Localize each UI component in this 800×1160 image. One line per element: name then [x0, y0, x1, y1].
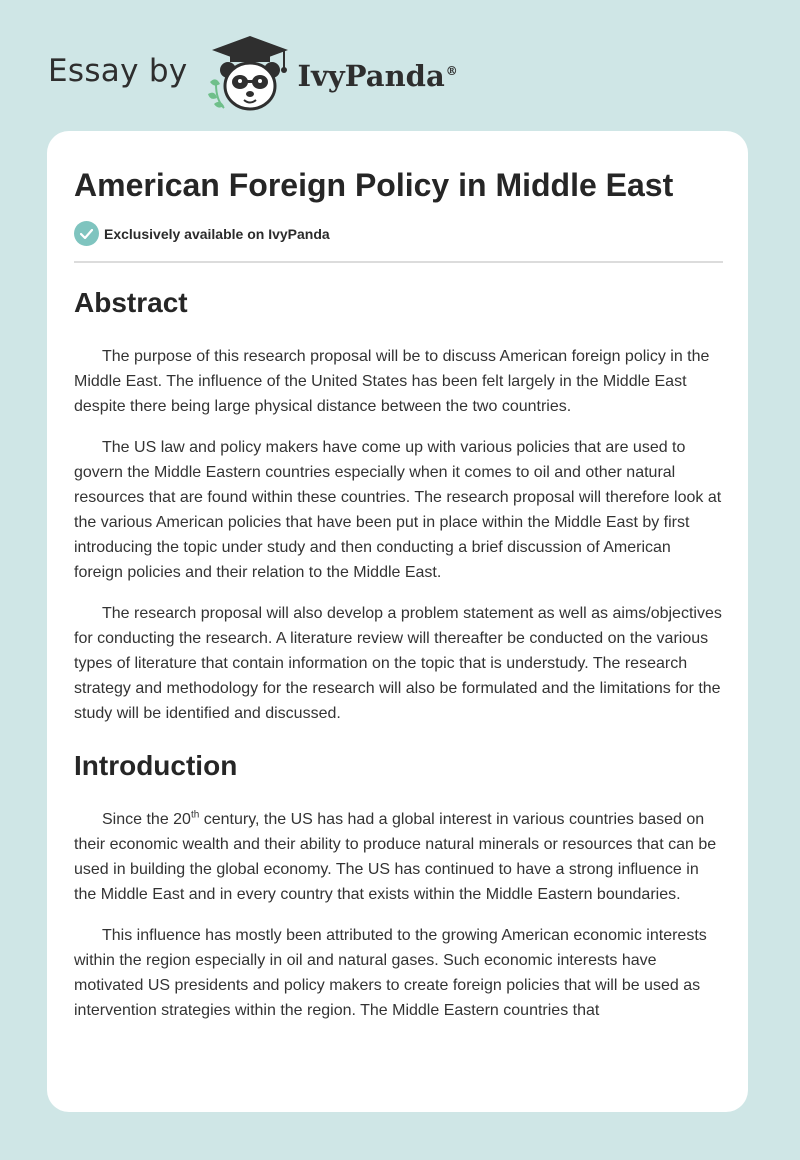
section-heading-abstract: Abstract: [74, 287, 188, 318]
badge-label: Exclusively available on IvyPanda: [104, 225, 330, 242]
abstract-paragraph: The US law and policy makers have come up with various policies that are used to govern the Middle Eastern countries especially when it comes to oil and other natural resources that are found within these countries. The research proposal will therefore look at the various American policies that have been put in place within the Middle East by first introducing the topic under study and then conducting a brief discussion of American foreign policies and their relation to the Middle East.: [74, 439, 722, 581]
registered-mark: ®: [445, 64, 458, 79]
essay-body: [74, 279, 724, 1039]
abstract-paragraph: The purpose of this research proposal will be to discuss American foreign policy in the Middle East. The influence of the United States has been felt largely in the Middle East despite there being large physical distance between the two countries.: [74, 348, 710, 415]
exclusive-badge: [74, 221, 330, 246]
page-title: American Foreign Policy in Middle East: [74, 167, 674, 203]
section-heading-introduction: Introduction: [74, 750, 238, 781]
brand-header[interactable]: [48, 34, 458, 114]
introduction-paragraph: Since the 20th century, the US has had a global interest in various countries based on their economic wealth and their ability to produce natural minerals or resources that can be used in building the global economy. The US has continued to have a strong influence in the Middle East and in every country that exists within the Middle Eastern boundaries.: [74, 809, 717, 903]
panda-graduate-icon: [202, 34, 294, 114]
introduction-paragraph: This influence has mostly been attributed to the growing American economic interests within the region especially in oil and natural gases. Such economic interests have motivated US presidents and policy makers to create foreign policies that will be used as intervention strategies within the region. The Middle Eastern countries that: [74, 927, 707, 1019]
divider: [74, 261, 723, 263]
check-icon: [74, 221, 99, 246]
abstract-paragraph: The research proposal will also develop a problem statement as well as aims/objectives for conducting the research. A literature review will thereafter be conducted on the various types of literature that contain information on the topic that is understudy. The research strategy and methodology for the research will also be formulated and the limitations for the study will be identified and discussed.: [74, 605, 722, 722]
brand-prefix: Essay by: [48, 53, 188, 89]
brand-name: IvyPanda®: [297, 59, 458, 93]
essay-card: [47, 131, 748, 1112]
